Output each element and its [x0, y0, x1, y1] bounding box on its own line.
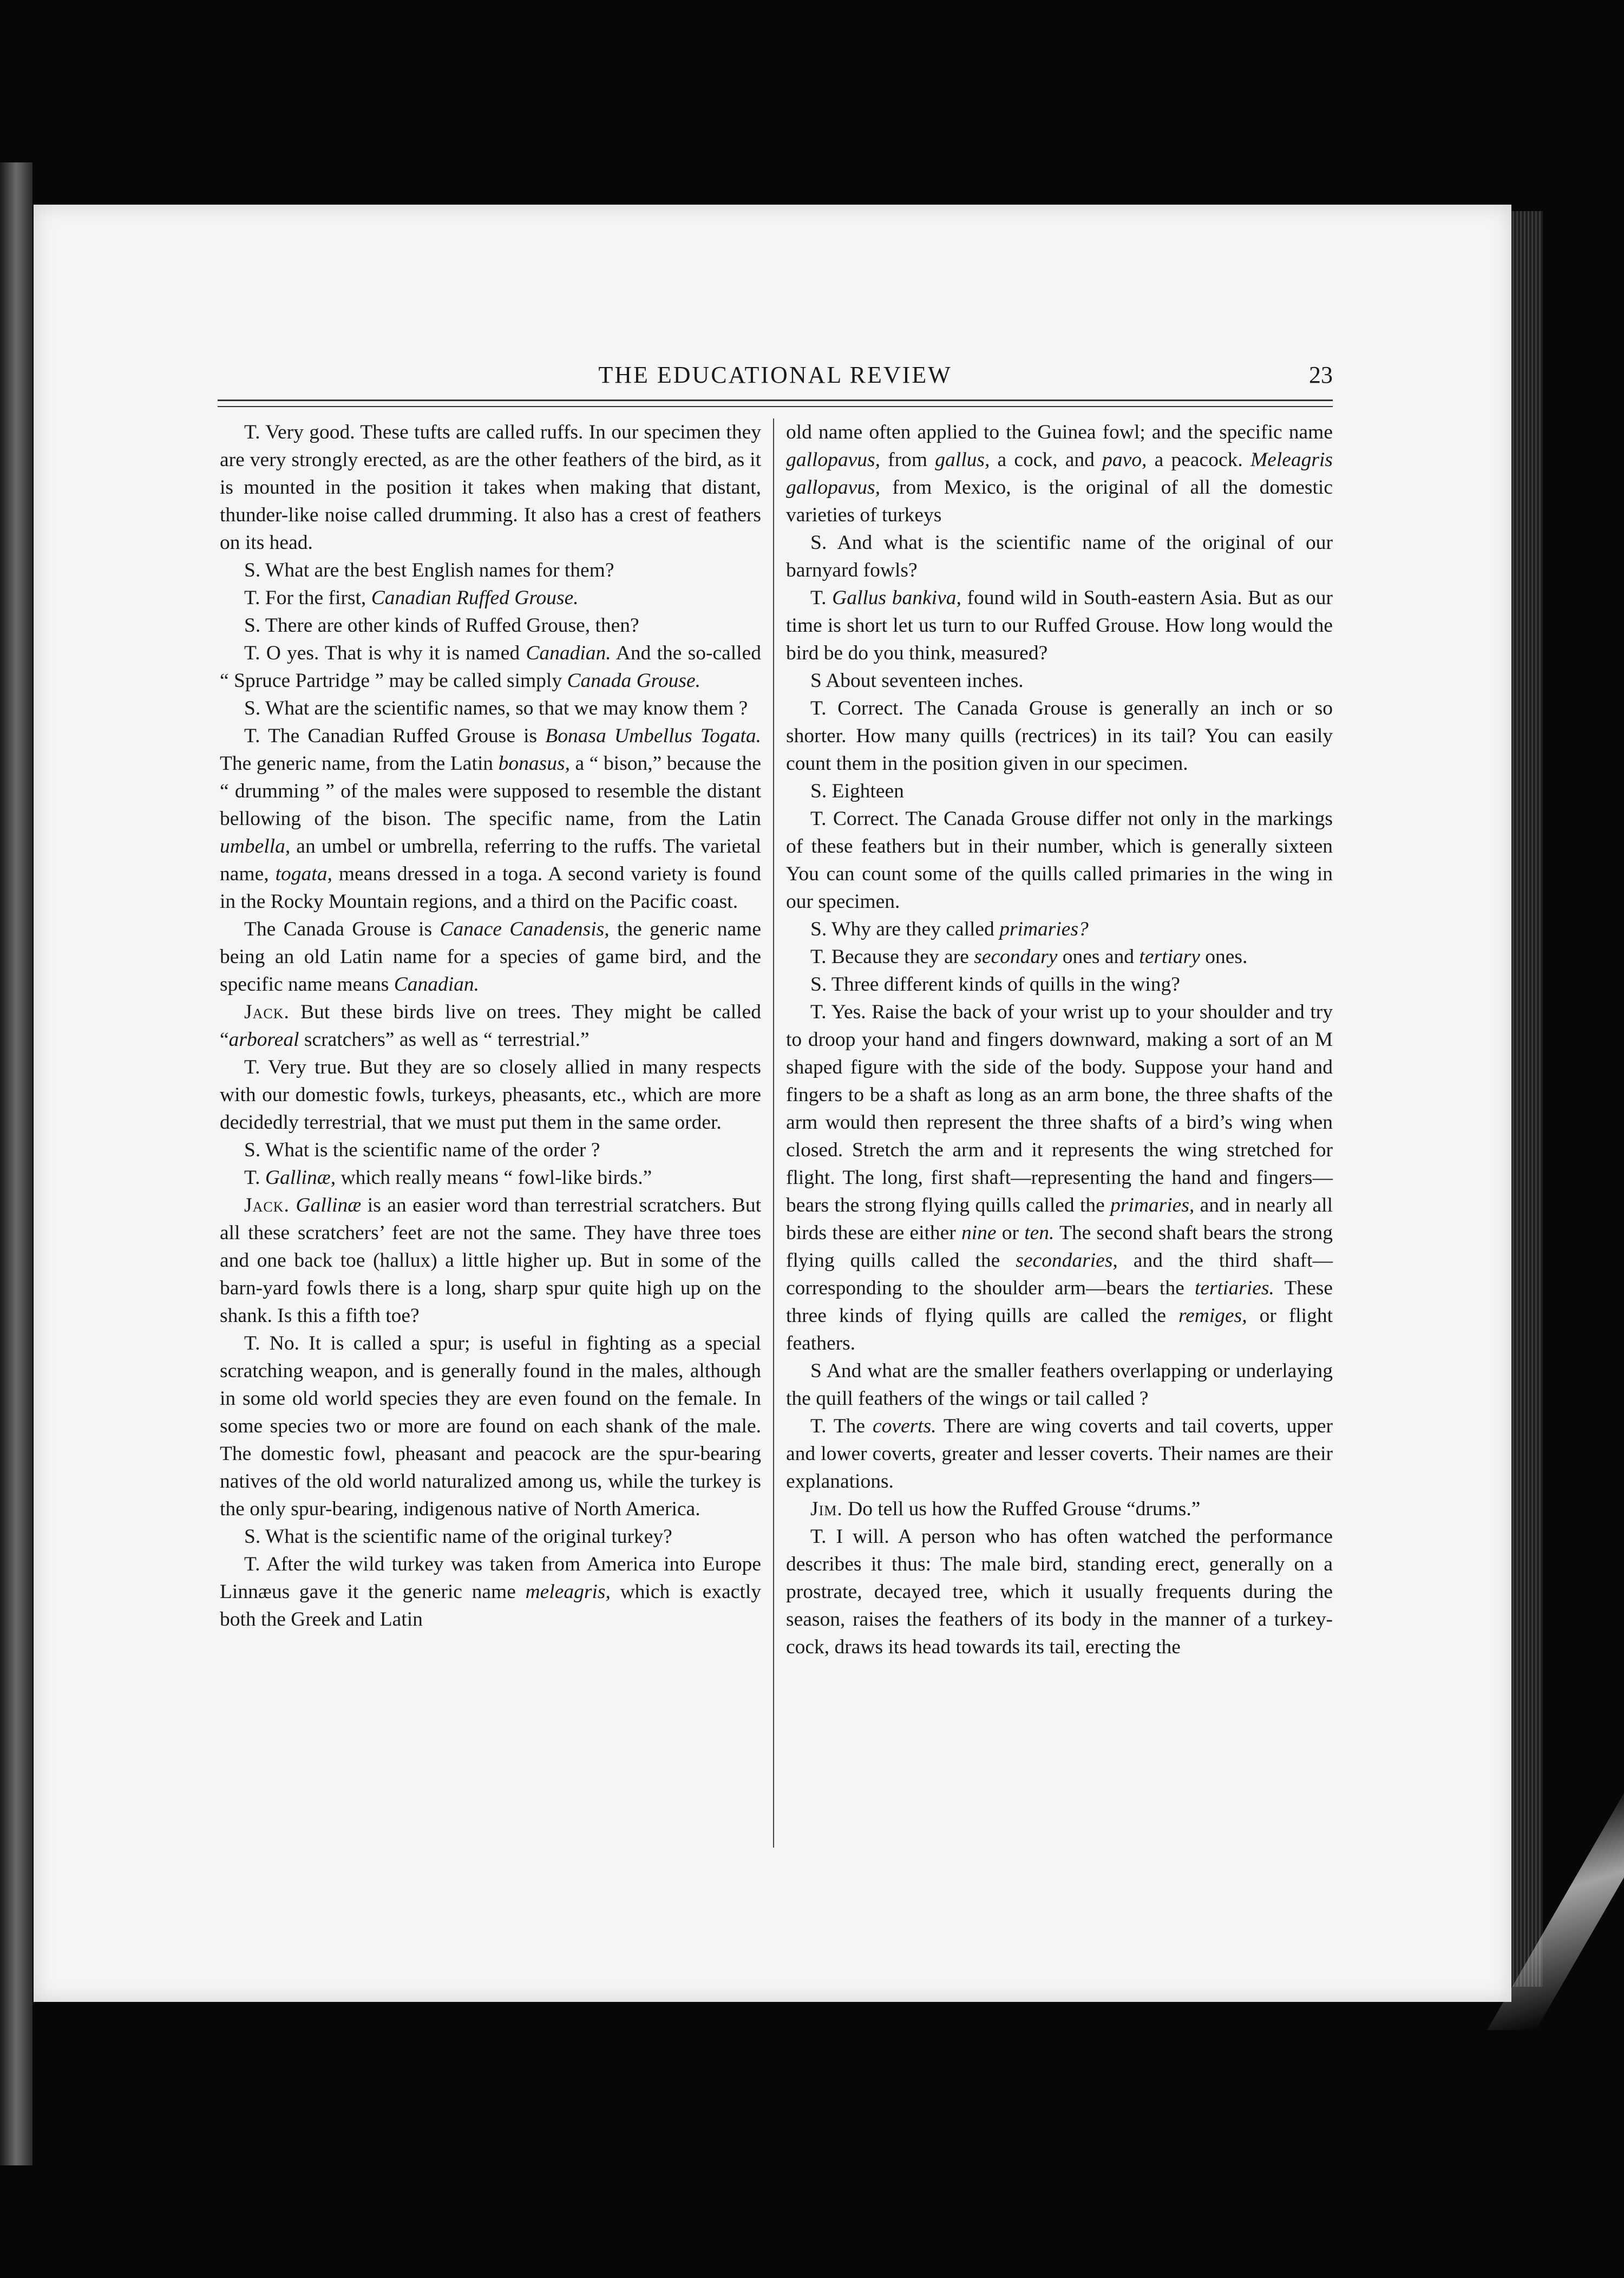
paragraph: S. Why are they called primaries?: [810, 918, 1089, 940]
paragraph: S. What is the scientific name of the order ?: [244, 1139, 600, 1161]
right-text-column: [786, 418, 1333, 1661]
paragraph: T. For the first, Canadian Ruffed Grouse.: [244, 587, 579, 609]
paragraph: S. Eighteen: [810, 780, 904, 802]
paragraph: S. What is the scientific name of the original turkey?: [244, 1526, 672, 1548]
paragraph: T. Gallinæ, which really means “ fowl-like birds.”: [244, 1167, 652, 1189]
paragraph: T. No. It is called a spur; is useful in fighting as a special scratching weapon, and is generally found in the males, although in some old world species they are even found on the female. In some species two or more are found on each shank of the male. The domestic fowl, pheasant and peacock are the spur-bearing natives of the old world naturalized among us, while the turkey is the only spur-bearing, indigenous native of North America.: [220, 1332, 761, 1520]
header-rule-bottom: [218, 406, 1333, 407]
paragraph: S. What are the scientific names, so that we may know them ?: [244, 697, 748, 719]
paragraph: T. Very true. But they are so closely allied in many respects with our domestic fowls, turkeys, pheasants, etc., which are more decidedly terrestrial, that we must put them in the same order.: [220, 1056, 761, 1134]
film-frame-left-edge: [0, 162, 32, 2165]
paragraph: Jack. But these birds live on trees. They might be called “arboreal scratchers” as well as “ terrestrial.”: [220, 1001, 761, 1051]
paragraph: T. Correct. The Canada Grouse is generally an inch or so shorter. How many quills (rectrices) in its tail? You can easily count them in the position given in our specimen.: [786, 697, 1333, 775]
paragraph: S. There are other kinds of Ruffed Grouse, then?: [244, 614, 639, 637]
paragraph: T. Gallus bankiva, found wild in South-eastern Asia. But as our time is short let us turn to our Ruffed Grouse. How long would the bird be do you think, measured?: [786, 587, 1333, 664]
paragraph: T. O yes. That is why it is named Canadian. And the so-called “ Spruce Partridge ” may be called simply Canada Grouse.: [220, 642, 761, 692]
paragraph: S And what are the smaller feathers overlapping or underlaying the quill feathers of the wings or tail called ?: [786, 1360, 1333, 1410]
paragraph: The Canada Grouse is Canace Canadensis, the generic name being an old Latin name for a species of game bird, and the specific name means Canadian.: [220, 918, 761, 996]
header-rule-top: [218, 400, 1333, 401]
paragraph: old name often applied to the Guinea fowl; and the specific name gallopavus, from gallus, a cock, and pavo, a peacock. Meleagris gallopavus, from Mexico, is the original of all the domestic varieties of turkeys: [786, 421, 1333, 526]
paragraph: S. Three different kinds of quills in the wing?: [810, 973, 1180, 996]
paragraph: T. Yes. Raise the back of your wrist up to your shoulder and try to droop your hand and fingers downward, making a sort of an M shaped figure with the side of the body. Suppose your hand and fingers to be a shaft as long as an arm bone, the three shafts of the arm would then represent the three shafts of a bird’s wing when closed. Stretch the arm and it represents the wing stretched for flight. The long, first shaft—representing the hand and fingers—bears the strong flying quills called the primaries, and in nearly all birds these are either nine or ten. The second shaft bears the strong flying quills called the secondaries, and the third shaft—corresponding to the shoulder arm—bears the tertiaries. These three kinds of flying quills are called the remiges, or flight feathers.: [786, 1001, 1333, 1354]
paragraph: T. Very good. These tufts are called ruffs. In our specimen they are very strongly erected, as are the other feathers of the bird, as it is mounted in the position it takes when making that distant, thunder-like noise called drumming. It also has a crest of feathers on its head.: [220, 421, 761, 554]
book-page-edges: [1510, 211, 1543, 1987]
paragraph: T. Correct. The Canada Grouse differ not only in the markings of these feathers but in their number, which is generally sixteen You can count some of the quills called primaries in the wing in our specimen.: [786, 808, 1333, 913]
left-text-column: [220, 418, 761, 1633]
running-header: [218, 356, 1333, 394]
paragraph: Jack. Gallinæ is an easier word than terrestrial scratchers. But all these scratchers’ feet are not the same. They have three toes and one back toe (hallux) a little higher up. But in some of the barn-yard fowls there is a long, sharp spur quite high up on the shank. Is this a fifth toe?: [220, 1194, 762, 1327]
paragraph: S About seventeen inches.: [810, 670, 1024, 692]
paragraph: Jim. Do tell us how the Ruffed Grouse “drums.”: [810, 1498, 1201, 1520]
paragraph: S. And what is the scientific name of the original of our barnyard fowls?: [786, 532, 1333, 581]
journal-title: THE EDUCATIONAL REVIEW: [598, 362, 952, 388]
paragraph: S. What are the best English names for them?: [244, 559, 614, 581]
paragraph: T. I will. A person who has often watched the performance describes it thus: The male bird, standing erect, generally on a prostrate, decayed tree, which it usually frequents during the season, raises the feathers of its body in the manner of a turkey-cock, draws its head towards its tail, erecting the: [786, 1526, 1333, 1658]
paragraph: T. Because they are secondary ones and tertiary ones.: [810, 946, 1248, 968]
paragraph: T. After the wild turkey was taken from America into Europe Linnæus gave it the generic name meleagris, which is exactly both the Greek and Latin: [220, 1553, 761, 1631]
column-divider: [773, 418, 774, 1848]
page-number: 23: [1309, 362, 1333, 388]
paragraph: T. The coverts. There are wing coverts and tail coverts, upper and lower coverts, greater and lesser coverts. Their names are their explanations.: [786, 1415, 1333, 1493]
paragraph: T. The Canadian Ruffed Grouse is Bonasa Umbellus Togata. The generic name, from the Latin bonasus, a “ bison,” because the “ drumming ” of the males were supposed to resemble the distant bellowing of the bison. The specific name, from the Latin umbella, an umbel or umbrella, referring to the ruffs. The varietal name, togata, means dressed in a toga. A second variety is found in the Rocky Mountain regions, and a third on the Pacific coast.: [220, 725, 761, 913]
book-page: [34, 205, 1511, 2002]
